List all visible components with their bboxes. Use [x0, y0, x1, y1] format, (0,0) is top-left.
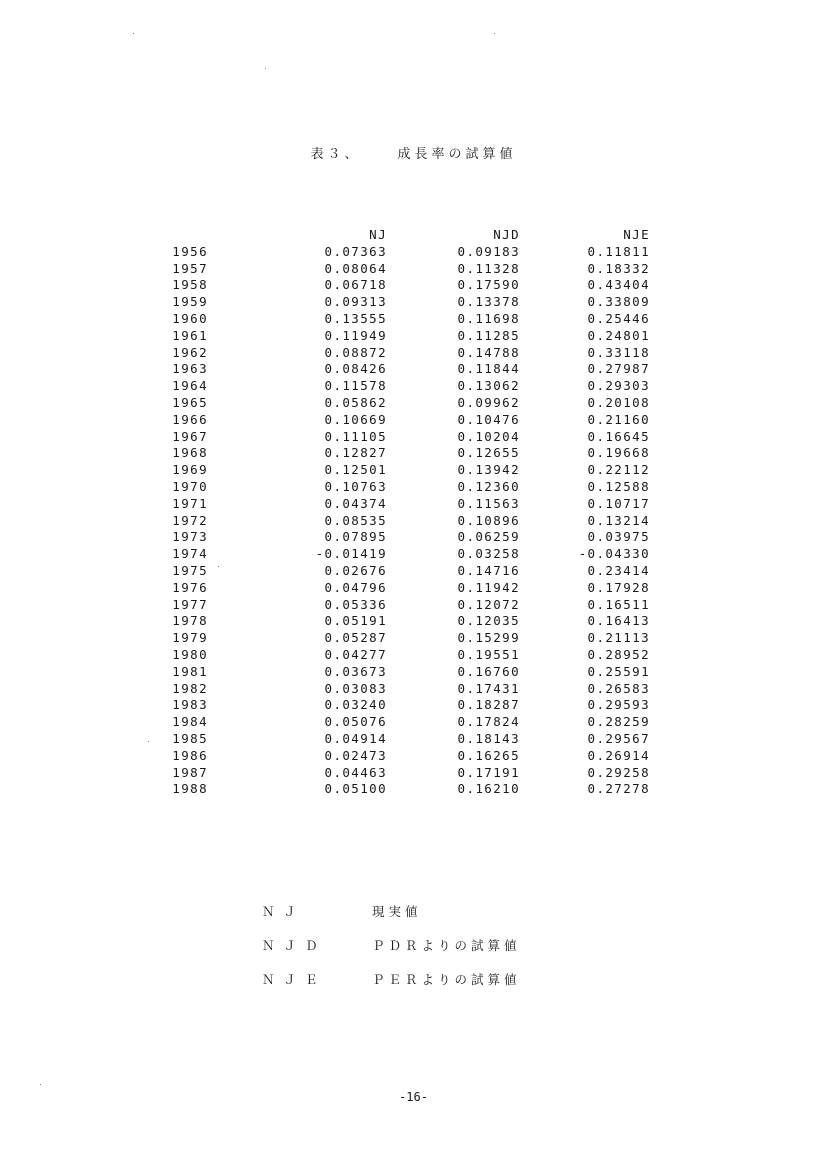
year-cell: 1967 [172, 428, 208, 444]
table-row [0, 429, 827, 446]
njd-cell: 0.06259 [457, 529, 520, 545]
year-cell: 1964 [172, 378, 208, 394]
table-row [0, 714, 827, 731]
scan-speck [494, 33, 495, 34]
legend-abbr: ＮＪＤ [262, 938, 327, 953]
nje-cell: 0.23414 [587, 562, 650, 578]
nje-cell: 0.21160 [587, 411, 650, 427]
njd-cell: 0.11328 [457, 260, 520, 276]
nj-cell: 0.08872 [324, 344, 387, 360]
nje-cell: 0.20108 [587, 394, 650, 410]
table-row [0, 261, 827, 278]
column-header-nje: NJE [623, 227, 650, 242]
table-row [0, 378, 827, 395]
njd-cell: 0.11698 [457, 310, 520, 326]
nje-cell: 0.43404 [587, 277, 650, 293]
table-row [0, 563, 827, 580]
njd-cell: 0.16210 [457, 781, 520, 797]
nj-cell: 0.11949 [324, 327, 387, 343]
nje-cell: 0.16413 [587, 613, 650, 629]
table-body [0, 244, 827, 798]
nje-cell: 0.28952 [587, 646, 650, 662]
njd-cell: 0.14716 [457, 562, 520, 578]
growth-rate-table [0, 227, 827, 798]
nj-cell: 0.12501 [324, 462, 387, 478]
nj-cell: 0.04277 [324, 646, 387, 662]
nj-cell: 0.05862 [324, 394, 387, 410]
nj-cell: 0.09313 [324, 294, 387, 310]
njd-cell: 0.11942 [457, 579, 520, 595]
table-row [0, 731, 827, 748]
year-cell: 1957 [172, 260, 208, 276]
njd-cell: 0.15299 [457, 630, 520, 646]
njd-cell: 0.13942 [457, 462, 520, 478]
nj-cell: 0.11578 [324, 378, 387, 394]
table-row [0, 781, 827, 798]
nj-cell: 0.05336 [324, 596, 387, 612]
table-row [0, 311, 827, 328]
year-cell: 1981 [172, 663, 208, 679]
nj-cell: 0.08064 [324, 260, 387, 276]
table-row [0, 580, 827, 597]
table-row [0, 597, 827, 614]
legend-desc: ＰＤＲよりの試算値 [372, 938, 521, 953]
nj-cell: -0.01419 [315, 546, 387, 562]
nje-cell: 0.13214 [587, 512, 650, 528]
column-header-njd: NJD [493, 227, 520, 242]
nj-cell: 0.03240 [324, 697, 387, 713]
nje-cell: 0.27278 [587, 781, 650, 797]
table-row [0, 546, 827, 563]
legend [0, 902, 827, 1004]
njd-cell: 0.17191 [457, 764, 520, 780]
nj-cell: 0.02676 [324, 562, 387, 578]
nj-cell: 0.05287 [324, 630, 387, 646]
nj-cell: 0.04463 [324, 764, 387, 780]
nj-cell: 0.10669 [324, 411, 387, 427]
year-cell: 1984 [172, 714, 208, 730]
nje-cell: 0.26914 [587, 747, 650, 763]
year-cell: 1970 [172, 478, 208, 494]
year-cell: 1972 [172, 512, 208, 528]
nje-cell: 0.26583 [587, 680, 650, 696]
column-header-nj: NJ [369, 227, 387, 242]
nj-cell: 0.05100 [324, 781, 387, 797]
njd-cell: 0.11844 [457, 361, 520, 377]
nj-cell: 0.11105 [324, 428, 387, 444]
nje-cell: 0.10717 [587, 495, 650, 511]
njd-cell: 0.10476 [457, 411, 520, 427]
nje-cell: 0.33809 [587, 294, 650, 310]
year-cell: 1961 [172, 327, 208, 343]
nje-cell: 0.24801 [587, 327, 650, 343]
nj-cell: 0.07895 [324, 529, 387, 545]
table-row [0, 765, 827, 782]
table-row [0, 681, 827, 698]
nj-cell: 0.03083 [324, 680, 387, 696]
nje-cell: 0.29567 [587, 730, 650, 746]
njd-cell: 0.17824 [457, 714, 520, 730]
njd-cell: 0.18143 [457, 730, 520, 746]
year-cell: 1988 [172, 781, 208, 797]
year-cell: 1962 [172, 344, 208, 360]
njd-cell: 0.10896 [457, 512, 520, 528]
table-row [0, 395, 827, 412]
njd-cell: 0.11285 [457, 327, 520, 343]
nje-cell: 0.16511 [587, 596, 650, 612]
table-row [0, 496, 827, 513]
table-row [0, 630, 827, 647]
nje-cell: 0.17928 [587, 579, 650, 595]
legend-item-nje [0, 970, 827, 1004]
nj-cell: 0.08535 [324, 512, 387, 528]
njd-cell: 0.12360 [457, 478, 520, 494]
njd-cell: 0.09183 [457, 243, 520, 259]
year-cell: 1975 [172, 562, 208, 578]
table-row [0, 513, 827, 530]
year-cell: 1973 [172, 529, 208, 545]
year-cell: 1971 [172, 495, 208, 511]
year-cell: 1987 [172, 764, 208, 780]
page-number: -16- [399, 1090, 428, 1104]
nje-cell: 0.27987 [587, 361, 650, 377]
year-cell: 1983 [172, 697, 208, 713]
table-row [0, 664, 827, 681]
table-row [0, 462, 827, 479]
table-row [0, 697, 827, 714]
nj-cell: 0.04914 [324, 730, 387, 746]
table-row [0, 328, 827, 345]
njd-cell: 0.17431 [457, 680, 520, 696]
nje-cell: 0.03975 [587, 529, 650, 545]
nje-cell: -0.04330 [578, 546, 650, 562]
table-number: 表３、 [310, 147, 362, 162]
year-cell: 1958 [172, 277, 208, 293]
table-row [0, 244, 827, 261]
year-cell: 1978 [172, 613, 208, 629]
table-row [0, 647, 827, 664]
njd-cell: 0.12655 [457, 445, 520, 461]
nje-cell: 0.29258 [587, 764, 650, 780]
nje-cell: 0.12588 [587, 478, 650, 494]
nj-cell: 0.12827 [324, 445, 387, 461]
scan-speck [40, 1084, 41, 1085]
nj-cell: 0.05076 [324, 714, 387, 730]
nje-cell: 0.19668 [587, 445, 650, 461]
njd-cell: 0.03258 [457, 546, 520, 562]
year-cell: 1974 [172, 546, 208, 562]
legend-item-njd [0, 936, 827, 970]
nje-cell: 0.25591 [587, 663, 650, 679]
njd-cell: 0.16760 [457, 663, 520, 679]
njd-cell: 0.14788 [457, 344, 520, 360]
table-row [0, 613, 827, 630]
year-cell: 1960 [172, 310, 208, 326]
legend-desc: 現実値 [372, 904, 422, 919]
njd-cell: 0.13378 [457, 294, 520, 310]
table-row [0, 361, 827, 378]
njd-cell: 0.12072 [457, 596, 520, 612]
year-cell: 1976 [172, 579, 208, 595]
year-cell: 1959 [172, 294, 208, 310]
year-cell: 1969 [172, 462, 208, 478]
nj-cell: 0.10763 [324, 478, 387, 494]
year-cell: 1968 [172, 445, 208, 461]
nje-cell: 0.33118 [587, 344, 650, 360]
table-row [0, 412, 827, 429]
table-row [0, 345, 827, 362]
table-row [0, 748, 827, 765]
table-row [0, 529, 827, 546]
nj-cell: 0.07363 [324, 243, 387, 259]
year-cell: 1977 [172, 596, 208, 612]
scan-speck [133, 33, 134, 34]
year-cell: 1966 [172, 411, 208, 427]
nj-cell: 0.06718 [324, 277, 387, 293]
njd-cell: 0.11563 [457, 495, 520, 511]
year-cell: 1985 [172, 730, 208, 746]
table-title [0, 143, 827, 162]
nj-cell: 0.04374 [324, 495, 387, 511]
year-cell: 1980 [172, 646, 208, 662]
njd-cell: 0.16265 [457, 747, 520, 763]
njd-cell: 0.10204 [457, 428, 520, 444]
njd-cell: 0.19551 [457, 646, 520, 662]
legend-desc: ＰＥＲよりの試算値 [372, 972, 521, 987]
nje-cell: 0.21113 [587, 630, 650, 646]
nje-cell: 0.16645 [587, 428, 650, 444]
legend-abbr: ＮＪＥ [262, 972, 327, 987]
nje-cell: 0.22112 [587, 462, 650, 478]
scan-speck [265, 68, 266, 69]
nj-cell: 0.08426 [324, 361, 387, 377]
table-header-row [0, 227, 827, 244]
nje-cell: 0.25446 [587, 310, 650, 326]
year-cell: 1963 [172, 361, 208, 377]
nje-cell: 0.29303 [587, 378, 650, 394]
table-caption: 成長率の試算値 [397, 147, 517, 162]
nje-cell: 0.29593 [587, 697, 650, 713]
njd-cell: 0.18287 [457, 697, 520, 713]
table-row [0, 277, 827, 294]
nje-cell: 0.18332 [587, 260, 650, 276]
nje-cell: 0.11811 [587, 243, 650, 259]
nj-cell: 0.05191 [324, 613, 387, 629]
legend-abbr: ＮＪ [262, 904, 306, 919]
njd-cell: 0.17590 [457, 277, 520, 293]
nj-cell: 0.04796 [324, 579, 387, 595]
legend-item-nj [0, 902, 827, 936]
year-cell: 1986 [172, 747, 208, 763]
nje-cell: 0.28259 [587, 714, 650, 730]
njd-cell: 0.09962 [457, 394, 520, 410]
year-cell: 1965 [172, 394, 208, 410]
year-cell: 1956 [172, 243, 208, 259]
year-cell: 1979 [172, 630, 208, 646]
njd-cell: 0.12035 [457, 613, 520, 629]
nj-cell: 0.02473 [324, 747, 387, 763]
year-cell: 1982 [172, 680, 208, 696]
table-row [0, 294, 827, 311]
nj-cell: 0.03673 [324, 663, 387, 679]
table-row [0, 479, 827, 496]
table-row [0, 445, 827, 462]
nj-cell: 0.13555 [324, 310, 387, 326]
njd-cell: 0.13062 [457, 378, 520, 394]
